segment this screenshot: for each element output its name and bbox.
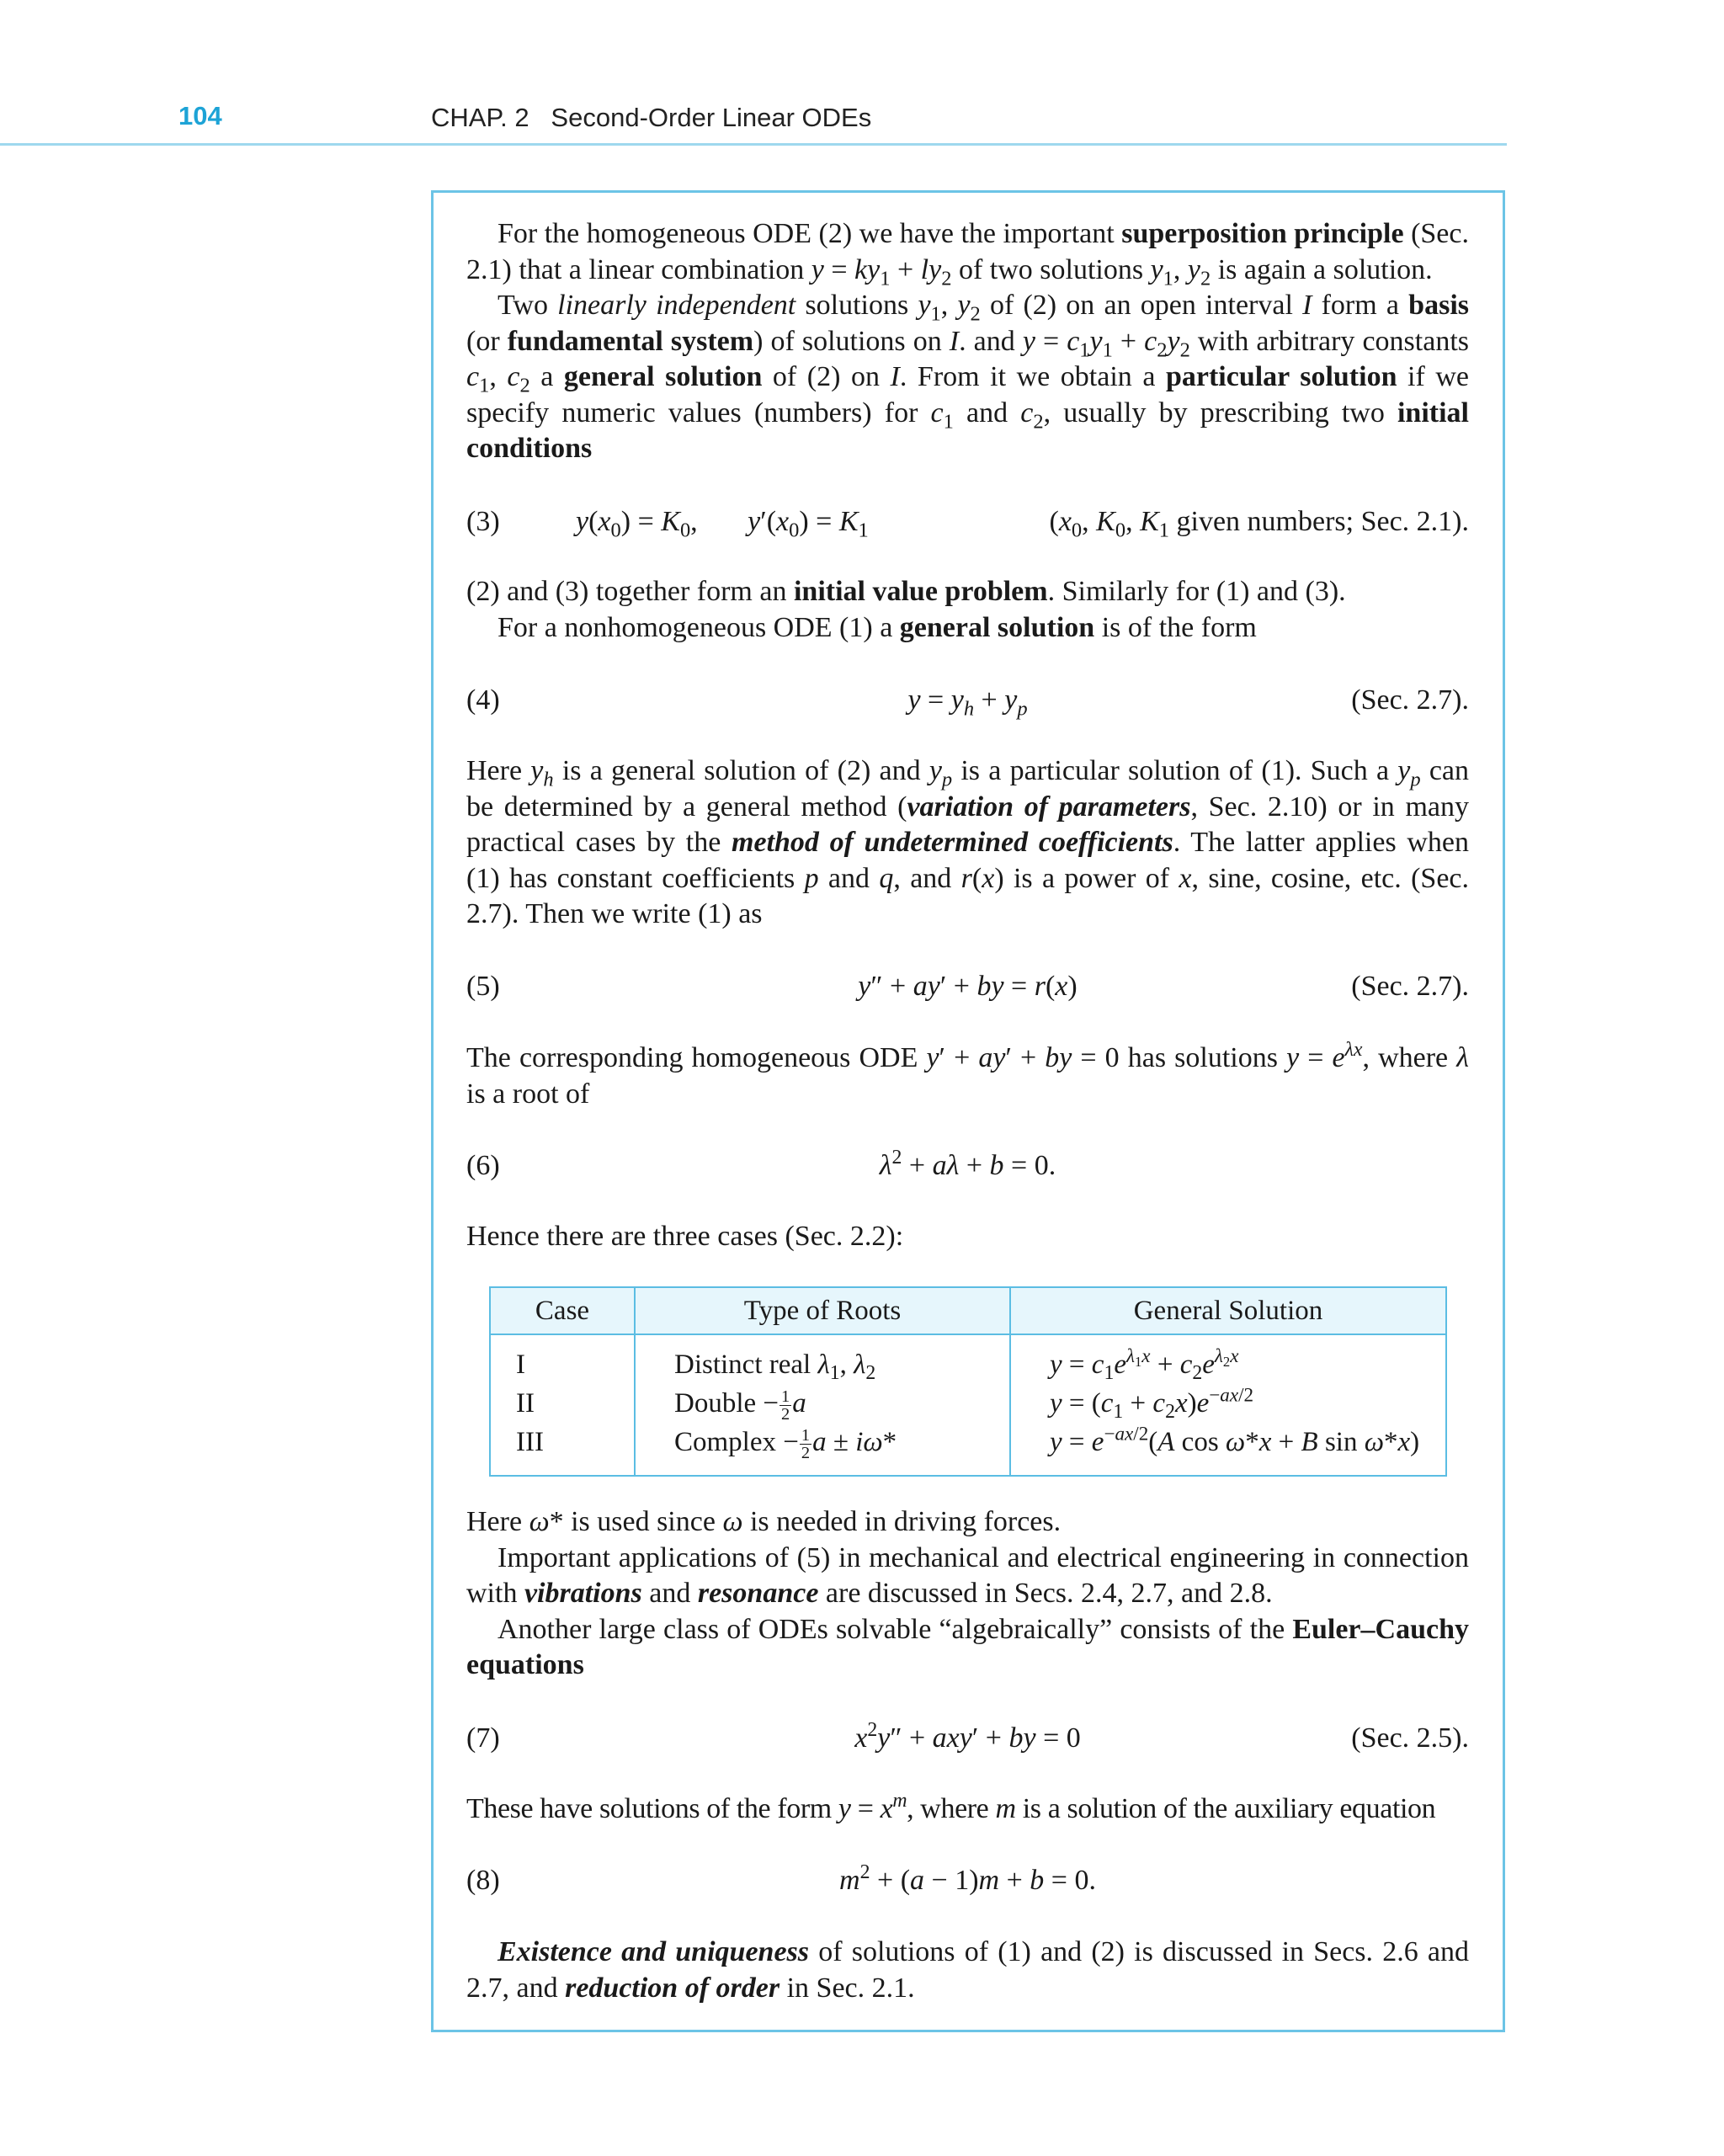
equation-reference: (Sec. 2.7). [1351, 971, 1469, 1002]
case-label: I [516, 1349, 525, 1380]
basis-paragraph: Two linearly independent solutions $y_1$, $y_2$ of (2) on an open interval I form a basis (or fundamental system) of solutions on I. and $y = c_1y_1 + c_2y_2$ with arbitrary constants $c_1$, $c_2$ a general solution of (2) on I. From it we obtain a particular solution if we specify numeric values (numbers) for $c_1$ and $c_2$, usually by prescribing two initial conditions [466, 290, 1470, 464]
equation-6 [466, 1147, 1469, 1184]
equation-body: $y(x_0) = K_0$, $y'(x_0) = K_1$ [576, 506, 869, 542]
three-cases-paragraph: Hence there are three cases (Sec. 2.2): [466, 1221, 904, 1252]
superposition-paragraph: For the homogeneous ODE (2) we have the important superposition principle (Sec. 2.1) that a linear combination $y = ky_1 + ly_2$ of two solutions $y_1$, $y_2$ is again a solution. [466, 218, 1469, 290]
root-type: Double − $\frac{1}{2}$ a [674, 1387, 806, 1424]
equation-body: y″ + ay′ + by = r(x) [858, 971, 1078, 1002]
equation-body: $\lambda^2 + a\lambda + b = 0$. [879, 1146, 1056, 1181]
equation-number: (7) [466, 1722, 500, 1754]
equation-number: (8) [466, 1865, 500, 1896]
general-solution: $y = (c_1 + c_2x)e^{-ax/2}$ [1050, 1383, 1254, 1424]
equation-number: (5) [466, 971, 500, 1002]
equation-4 [466, 682, 1469, 719]
equation-body: $y = y_h + y_p$ [907, 684, 1028, 721]
euler-solutions-paragraph: These have solutions of the form $y = x^m$, where m is a solution of the auxiliary equation [466, 1789, 1436, 1824]
general-solution: $y = e^{-ax/2}(A$ cos ω*x + B sin ω*x) [1050, 1422, 1420, 1457]
root-type: Complex − $\frac{1}{2}$ a ± iω* [674, 1425, 897, 1463]
equation-7 [466, 1720, 1469, 1757]
general-solution: $y = c_1e^{\lambda_1x} + c_2e^{\lambda_2x}$ [1050, 1344, 1239, 1385]
omega-paragraph: Here ω* is used since ω is needed in driving forces. [466, 1506, 1062, 1537]
ivp-paragraphs [466, 574, 1469, 646]
ivp-paragraph: (2) and (3) together form an initial value problem. Similarly for (1) and (3). [466, 576, 1346, 607]
equation-3 [466, 503, 1469, 540]
header-general-solution: General Solution [1010, 1287, 1446, 1334]
equation-reference: (Sec. 2.7). [1351, 684, 1469, 716]
equation-number: (6) [466, 1150, 500, 1181]
particular-solution-paragraph: Here $y_h$ is a general solution of (2) and $y_p$ is a particular solution of (1). Such a $y_p$ can be determined by a general method (variation of parameters, Sec. 2.10) or in many practical cases by the method of undetermined coefficients. The latter applies when (1) has constant coefficients p and q, and r(x) is a power of x, sine, cosine, etc. (Sec. 2.7). Then we write (1) as [466, 755, 1470, 929]
nonhomogeneous-paragraph: For a nonhomogeneous ODE (1) a general solution is of the form [498, 611, 1257, 643]
applications-paragraph: Important applications of (5) in mechanical and electrical engineering in connection with vibrations and resonance are discussed in Secs. 2.4, 2.7, and 2.8. [466, 1541, 1469, 1609]
header-type-of-roots: Type of Roots [635, 1287, 1010, 1334]
equation-5 [466, 968, 1469, 1005]
equation-body: $m^2 + (a - 1)m + b = 0$. [839, 1861, 1096, 1896]
existence-paragraph: Existence and uniqueness of solutions of (1) and (2) is discussed in Secs. 2.6 and 2.7, and reduction of order in Sec. 2.1. [466, 1936, 1470, 2004]
equation-body: $x^2y'' + axy'$ + by = 0 [854, 1718, 1081, 1754]
case-label: III [516, 1427, 544, 1457]
table-header-row [490, 1287, 1446, 1334]
header-case: Case [490, 1287, 635, 1334]
chapter-title: CHAP. 2 Second-Order Linear ODEs [431, 103, 872, 132]
cases-table [489, 1286, 1447, 1477]
applications-paragraphs [466, 1504, 1469, 1684]
root-type: Distinct real $\lambda_1$, $\lambda_2$ [674, 1349, 876, 1385]
intro-paragraphs [466, 216, 1469, 467]
characteristic-paragraph: The corresponding homogeneous ODE y′ + ay′ + by = 0 has solutions $y = e^{\lambda x}$, where λ is a root of [466, 1038, 1469, 1110]
euler-cauchy-paragraph: Another large class of ODEs solvable “algebraically” consists of the Euler–Cauchy equations [466, 1613, 1469, 1680]
equation-8 [466, 1862, 1469, 1899]
table-row [490, 1334, 1446, 1476]
equation-reference: (Sec. 2.5). [1351, 1722, 1469, 1754]
equation-number: (4) [466, 684, 500, 716]
case-label: II [516, 1388, 535, 1419]
equation-reference: ($x_0$, $K_0$, $K_1$ given numbers; Sec. 2.1). [1049, 506, 1469, 542]
equation-number: (3) [466, 506, 500, 537]
page-number: 104 [178, 101, 222, 130]
